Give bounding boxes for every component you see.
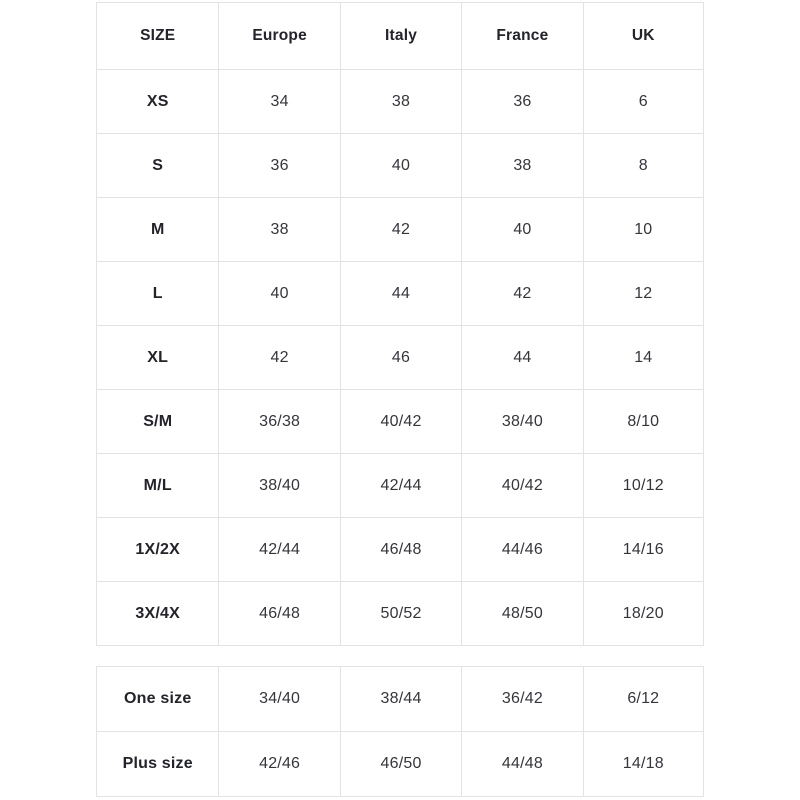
main-size-table <box>96 2 704 646</box>
cell-uk: 6/12 <box>583 667 703 732</box>
cell-italy: 46/50 <box>340 732 461 797</box>
column-header-france: France <box>462 3 583 70</box>
table-body <box>97 70 704 646</box>
table-row <box>97 262 704 326</box>
one-size-table <box>96 666 704 797</box>
column-header-europe: Europe <box>219 3 340 70</box>
cell-france: 40/42 <box>462 454 583 518</box>
row-label: M/L <box>97 454 219 518</box>
cell-france: 36 <box>462 70 583 134</box>
cell-uk: 10 <box>583 198 703 262</box>
cell-uk: 8/10 <box>583 390 703 454</box>
cell-france: 48/50 <box>462 582 583 646</box>
cell-france: 38 <box>462 134 583 198</box>
cell-france: 38/40 <box>462 390 583 454</box>
cell-europe: 46/48 <box>219 582 340 646</box>
cell-europe: 34 <box>219 70 340 134</box>
cell-europe: 42/44 <box>219 518 340 582</box>
cell-italy: 46 <box>340 326 461 390</box>
table-header <box>97 3 704 70</box>
cell-europe: 42 <box>219 326 340 390</box>
row-label: XL <box>97 326 219 390</box>
table-row <box>97 326 704 390</box>
cell-france: 44 <box>462 326 583 390</box>
cell-italy: 38/44 <box>340 667 461 732</box>
row-label: M <box>97 198 219 262</box>
cell-italy: 46/48 <box>340 518 461 582</box>
cell-italy: 38 <box>340 70 461 134</box>
cell-uk: 12 <box>583 262 703 326</box>
cell-france: 44/46 <box>462 518 583 582</box>
table-row <box>97 390 704 454</box>
cell-uk: 14 <box>583 326 703 390</box>
cell-france: 36/42 <box>462 667 583 732</box>
cell-france: 40 <box>462 198 583 262</box>
row-label: 3X/4X <box>97 582 219 646</box>
cell-europe: 40 <box>219 262 340 326</box>
cell-uk: 10/12 <box>583 454 703 518</box>
table-row <box>97 134 704 198</box>
cell-uk: 6 <box>583 70 703 134</box>
cell-europe: 38/40 <box>219 454 340 518</box>
cell-italy: 40 <box>340 134 461 198</box>
cell-europe: 42/46 <box>219 732 340 797</box>
row-label: L <box>97 262 219 326</box>
cell-italy: 42 <box>340 198 461 262</box>
row-label: Plus size <box>97 732 219 797</box>
cell-uk: 18/20 <box>583 582 703 646</box>
cell-uk: 8 <box>583 134 703 198</box>
table-body <box>97 667 704 797</box>
table-header-row <box>97 3 704 70</box>
row-label: One size <box>97 667 219 732</box>
table-row <box>97 198 704 262</box>
cell-europe: 38 <box>219 198 340 262</box>
cell-uk: 14/18 <box>583 732 703 797</box>
cell-europe: 34/40 <box>219 667 340 732</box>
row-label: XS <box>97 70 219 134</box>
table-row <box>97 732 704 797</box>
table-row <box>97 454 704 518</box>
row-label: S/M <box>97 390 219 454</box>
column-header-italy: Italy <box>340 3 461 70</box>
cell-italy: 42/44 <box>340 454 461 518</box>
row-label: 1X/2X <box>97 518 219 582</box>
cell-italy: 44 <box>340 262 461 326</box>
column-header-uk: UK <box>583 3 703 70</box>
column-header-size: SIZE <box>97 3 219 70</box>
table-row <box>97 667 704 732</box>
cell-italy: 40/42 <box>340 390 461 454</box>
main-size-table-container <box>96 2 704 646</box>
row-label: S <box>97 134 219 198</box>
one-size-table-container <box>96 666 704 797</box>
table-row <box>97 518 704 582</box>
cell-europe: 36 <box>219 134 340 198</box>
cell-europe: 36/38 <box>219 390 340 454</box>
cell-uk: 14/16 <box>583 518 703 582</box>
table-row <box>97 582 704 646</box>
cell-italy: 50/52 <box>340 582 461 646</box>
cell-france: 44/48 <box>462 732 583 797</box>
table-row <box>97 70 704 134</box>
cell-france: 42 <box>462 262 583 326</box>
